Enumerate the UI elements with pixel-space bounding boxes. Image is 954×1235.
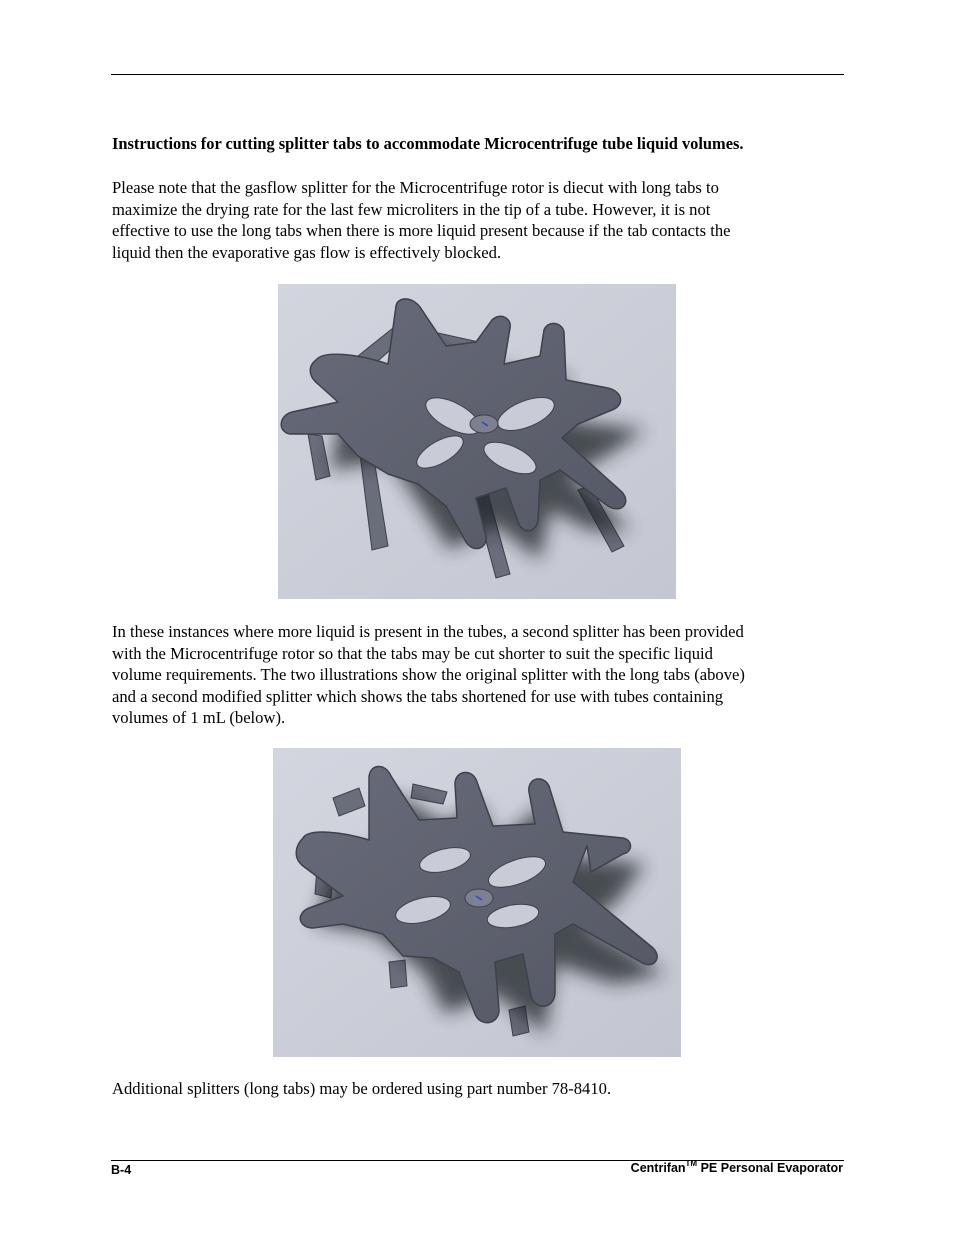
paragraph-line: liquid then the evaporative gas flow is effectively blocked. (112, 242, 502, 262)
trademark-mark: TM (685, 1159, 698, 1168)
paragraph-line: In these instances where more liquid is present in the tubes, a second splitter has been provided (112, 622, 744, 641)
product-suffix: PE Personal Evaporator (697, 1161, 843, 1176)
order-paragraph: Additional splitters (long tabs) may be ordered using part number 78-8410. (112, 1079, 612, 1098)
long-tab-splitter-image (278, 284, 676, 599)
section-heading: Instructions for cutting splitter tabs to accommodate Microcentrifuge tube liquid volumes. (112, 134, 744, 153)
page-number: B-4 (111, 1163, 132, 1177)
short-tab-splitter-image (273, 748, 681, 1057)
intro-paragraph (112, 177, 842, 263)
paragraph-line: effective to use the long tabs when there is more liquid present because if the tab contacts the (112, 221, 731, 241)
paragraph-line: and a second modified splitter which shows the tabs shortened for use with tubes containing (112, 686, 724, 706)
instances-paragraph (112, 621, 842, 729)
paragraph-line: Please note that the gasflow splitter for the Microcentrifuge rotor is diecut with long tabs to (112, 178, 719, 197)
paragraph-line: volume requirements. The two illustrations show the original splitter with the long tabs (above) (112, 665, 745, 685)
product-name: Centrifan (630, 1161, 686, 1176)
paragraph-line: with the Microcentrifuge rotor so that the tabs may be cut shorter to suit the specific liquid (112, 643, 713, 663)
paragraph-line: maximize the drying rate for the last few microliters in the tip of a tube. However, it is not (112, 199, 711, 219)
footer-product-title (631, 1160, 843, 1175)
header-rule (111, 74, 844, 75)
paragraph-line: volumes of 1 mL (below). (112, 708, 286, 728)
